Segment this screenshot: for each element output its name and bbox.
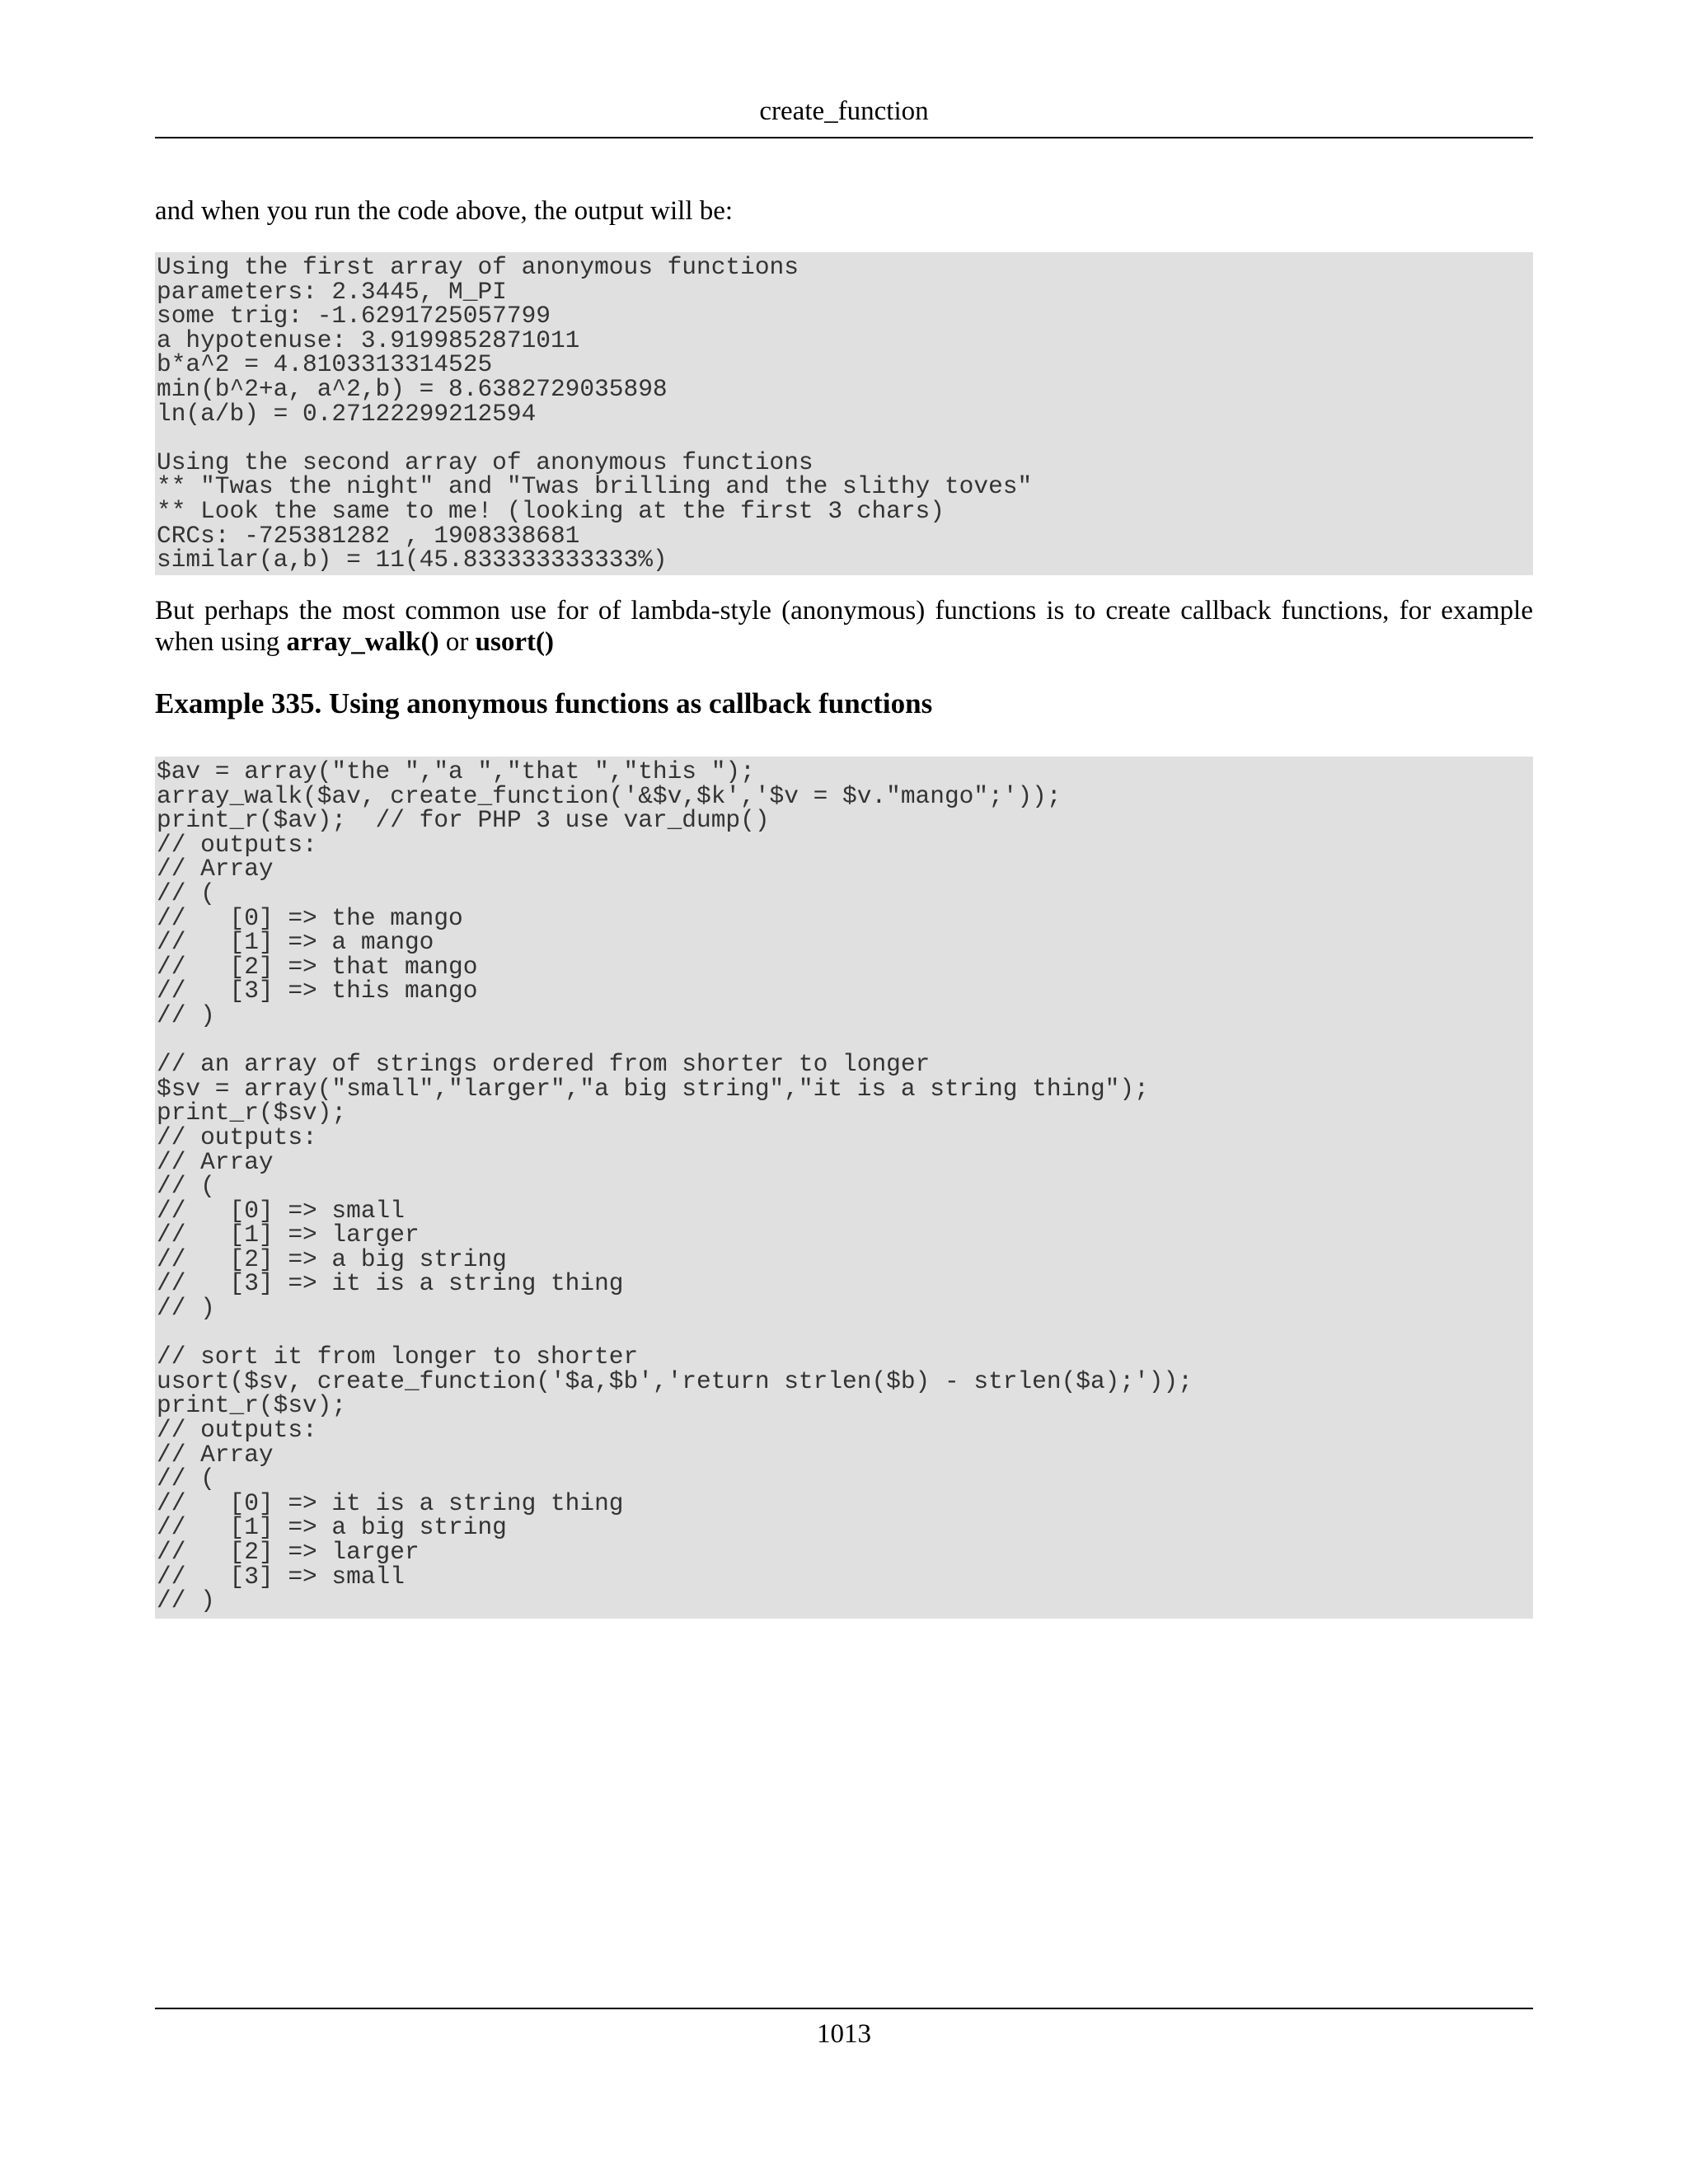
usort-function-name: usort() bbox=[475, 627, 554, 657]
callback-text-before: But perhaps the most common use for of lambda-style (anonymous) functions is to create callback functions, for example when using bbox=[155, 596, 1533, 657]
output-code-block: Using the first array of anonymous functions parameters: 2.3445, M_PI some trig: -1.6291725057799 a hypotenuse: 3.9199852871011 b*a^2 = 4.8103313314525 min(b^2+a, a^2,b) = 8.6382729035898 ln(a/b) = 0.27122299212594 Using the second array of anonymous functions ** "Twas the night" and "Twas brilling and the slithy toves" ** Look the same to me! (looking at the first 3 chars) CRCs: -725381282 , 1908338681 similar(a,b) = 11(45.833333333333%) bbox=[155, 252, 1533, 575]
example-title: Example 335. Using anonymous functions as callback functions bbox=[155, 687, 933, 719]
example-code-block: $av = array("the ","a ","that ","this "); array_walk($av, create_function('&$v,$k','$v = $v."mango";')); print_r($av); // for PHP 3 use var_dump() // outputs: // Array // ( // [0] => the mango // [1] => a mango // [2] => that mango // [3] => this mango // ) // an array of strings ordered from shorter to longer $sv = array("small","larger","a big string","it is a string thing"); print_r($sv); // outputs: // Array // ( // [0] => small // [1] => larger // [2] => a big string // [3] => it is a string thing // ) // sort it from longer to shorter usort($sv, create_function('$a,$b','return strlen($b) - strlen($a);')); print_r($sv); // outputs: // Array // ( // [0] => it is a string thing // [1] => a big string // [2] => larger // [3] => small // ) bbox=[155, 757, 1533, 1619]
page-header-title: create_function bbox=[759, 96, 929, 126]
array-walk-function-name: array_walk() bbox=[286, 627, 439, 657]
header-rule bbox=[155, 137, 1533, 138]
page-number: 1013 bbox=[817, 2019, 871, 2049]
callback-text-middle: or bbox=[438, 627, 476, 657]
intro-paragraph: and when you run the code above, the output will be: bbox=[155, 196, 734, 226]
footer-rule bbox=[155, 2008, 1533, 2009]
callback-paragraph bbox=[155, 595, 1533, 658]
